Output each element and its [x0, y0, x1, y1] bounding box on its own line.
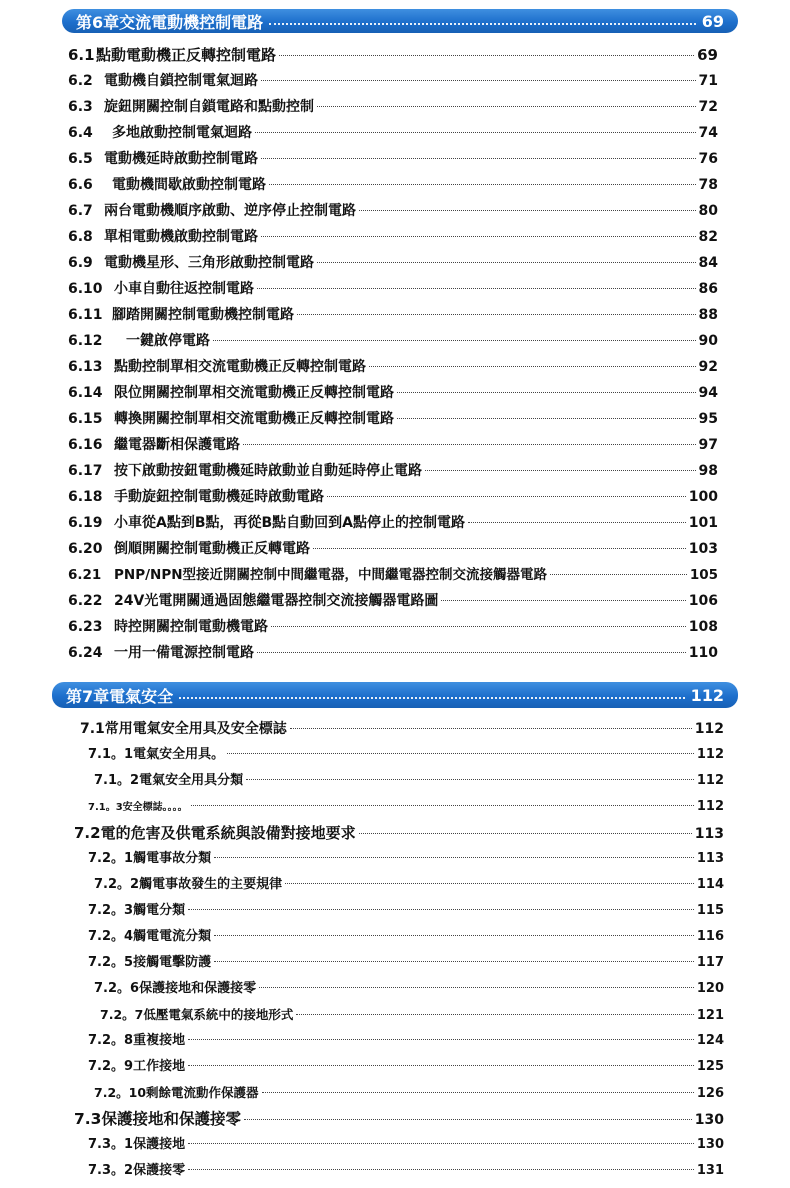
dot-leader	[262, 1092, 694, 1093]
section-title: 小車從A點到B點，再從B點自動回到A點停止的控制電路	[114, 515, 466, 531]
toc-entry[interactable]	[68, 330, 718, 352]
page-number: 100	[688, 489, 718, 505]
dot-leader	[261, 80, 696, 81]
section-number: 6.3	[68, 99, 93, 115]
section-title: 小車自動往返控制電路	[114, 281, 254, 297]
page-number: 78	[698, 177, 718, 193]
dot-leader	[359, 210, 696, 211]
dot-leader	[397, 418, 696, 419]
section-title: 7.3。1保護接地	[88, 1137, 186, 1152]
dot-leader	[317, 262, 696, 263]
toc-entry[interactable]	[74, 1108, 724, 1130]
toc-entry[interactable]	[68, 486, 718, 508]
section-number: 6.23	[68, 619, 103, 635]
toc-entry[interactable]	[88, 744, 724, 766]
page-number: 113	[694, 826, 724, 842]
toc-entry[interactable]	[94, 978, 724, 1000]
toc-entry[interactable]	[88, 952, 724, 974]
page-number: 108	[688, 619, 718, 635]
toc-entry[interactable]	[68, 304, 718, 326]
section-title: 點動電動機正反轉控制電路	[96, 46, 277, 64]
page-number: 112	[696, 799, 724, 814]
page-number: 116	[696, 929, 724, 944]
dot-leader	[246, 779, 694, 780]
section-title: 單相電動機啟動控制電路	[104, 229, 258, 245]
section-title: 時控開關控制電動機電路	[114, 619, 268, 635]
section-title: 7.2。10剩餘電流動作保護器	[94, 1085, 259, 1100]
section-number: 6.1	[68, 46, 95, 64]
dot-leader	[327, 496, 686, 497]
dot-leader	[359, 833, 692, 834]
section-number: 6.8	[68, 229, 93, 245]
page-number: 125	[696, 1059, 724, 1074]
dot-leader	[297, 314, 696, 315]
dot-leader	[397, 392, 696, 393]
toc-entry[interactable]	[68, 226, 718, 248]
chapter-title: 第7章電氣安全	[66, 686, 174, 706]
page-number: 112	[696, 747, 724, 762]
page-number: 80	[698, 203, 718, 219]
dot-leader	[261, 158, 696, 159]
page-number: 101	[688, 515, 718, 531]
section-title: 電動機星形、三角形啟動控制電路	[104, 255, 314, 271]
page-number: 84	[698, 255, 718, 271]
toc-entry[interactable]	[80, 718, 724, 740]
section-title: 7.2。3觸電分類	[88, 903, 186, 918]
page-number: 106	[688, 593, 718, 609]
toc-entry[interactable]	[88, 796, 724, 818]
section-number: 6.18	[68, 489, 103, 505]
dot-leader	[369, 366, 696, 367]
page-number: 97	[698, 437, 718, 453]
section-title: 一鍵啟停電路	[126, 333, 210, 349]
section-title: 手動旋鈕控制電動機延時啟動電路	[114, 489, 324, 505]
dot-leader	[227, 753, 694, 754]
page-number: 131	[696, 1163, 724, 1178]
page-number: 112	[690, 685, 724, 705]
section-number: 6.20	[68, 541, 103, 557]
toc-entry[interactable]	[94, 874, 724, 896]
page-number: 82	[698, 229, 718, 245]
section-number: 6.19	[68, 515, 103, 531]
dot-leader	[191, 805, 694, 806]
toc-entry[interactable]	[68, 460, 718, 482]
page-number: 114	[696, 877, 724, 892]
section-title: 旋鈕開關控制自鎖電路和點動控制	[104, 99, 314, 115]
section-title: 7.2電的危害及供電系統與設備對接地要求	[74, 824, 356, 842]
page-number: 95	[698, 411, 718, 427]
page-number: 72	[698, 99, 718, 115]
toc-entry[interactable]	[68, 408, 718, 430]
toc-entry[interactable]	[68, 174, 718, 196]
page-number: 126	[696, 1086, 724, 1101]
dot-leader	[214, 857, 694, 858]
section-title: 按下啟動按鈕電動機延時啟動並自動延時停止電路	[114, 463, 422, 479]
section-number: 6.9	[68, 255, 93, 271]
page-number: 71	[698, 73, 718, 89]
section-title: 倒順開關控制電動機正反轉電路	[114, 541, 310, 557]
section-title: 7.2。2觸電事故發生的主要規律	[94, 877, 283, 892]
toc-entry[interactable]	[68, 70, 718, 92]
dot-leader	[244, 1119, 692, 1120]
dot-leader	[296, 1014, 694, 1015]
section-title: 7.2。9工作接地	[88, 1059, 186, 1074]
page-number: 74	[698, 125, 718, 141]
toc-entry[interactable]	[74, 822, 724, 844]
section-title: 電動機間歇啟動控制電路	[112, 177, 266, 193]
page-number: 86	[698, 281, 718, 297]
section-title: 7.1。2電氣安全用具分類	[94, 773, 244, 788]
section-title: 7.2。1觸電事故分類	[88, 851, 212, 866]
section-title: 點動控制單相交流電動機正反轉控制電路	[114, 359, 366, 375]
section-number: 6.12	[68, 333, 103, 349]
page-number: 98	[698, 463, 718, 479]
toc-entry[interactable]	[68, 356, 718, 378]
dot-leader	[441, 600, 685, 601]
section-title: 7.3。2保護接零	[88, 1163, 186, 1178]
dot-leader	[317, 106, 696, 107]
section-title: 7.1。1電氣安全用具。	[88, 747, 225, 762]
page-number: 121	[696, 1008, 724, 1023]
toc-entry[interactable]	[68, 590, 718, 612]
section-title: 轉換開關控制單相交流電動機正反轉控制電路	[114, 411, 394, 427]
page-number: 88	[698, 307, 718, 323]
toc-entry[interactable]	[68, 148, 718, 170]
page-number: 117	[696, 955, 724, 970]
dot-leader	[188, 909, 694, 910]
dot-leader	[285, 883, 694, 884]
section-number: 6.10	[68, 281, 103, 297]
section-number: 6.7	[68, 203, 93, 219]
section-title: 7.2。8重複接地	[88, 1033, 186, 1048]
page-number: 115	[696, 903, 724, 918]
toc-entry[interactable]	[88, 1134, 724, 1156]
dot-leader	[261, 236, 696, 237]
section-number: 6.21	[68, 567, 102, 583]
toc-entry[interactable]	[68, 434, 718, 456]
dot-leader	[188, 1039, 694, 1040]
toc-entry[interactable]	[94, 1082, 724, 1104]
page-number: 120	[696, 981, 724, 996]
page-number: 69	[697, 46, 718, 64]
dot-leader	[255, 132, 696, 133]
section-title: 7.2。7低壓電氣系統中的接地形式	[100, 1007, 294, 1022]
chapter-6-banner[interactable]	[62, 9, 738, 33]
page-number: 69	[701, 11, 724, 31]
page-number: 112	[694, 721, 724, 737]
dot-leader	[243, 444, 696, 445]
section-title: 電動機延時啟動控制電路	[104, 151, 258, 167]
toc-entry[interactable]	[68, 278, 718, 300]
toc-entry[interactable]	[68, 616, 718, 638]
section-title: PNP/NPN型接近開關控制中間繼電器，中間繼電器控制交流接觸器電路	[114, 567, 548, 583]
dot-leader	[213, 340, 696, 341]
dot-leader	[468, 522, 686, 523]
section-number: 6.24	[68, 645, 103, 661]
section-title: 一用一備電源控制電路	[114, 645, 254, 661]
dot-leader	[179, 697, 684, 699]
page-number: 110	[688, 645, 718, 661]
section-title: 7.2。5接觸電擊防護	[88, 955, 212, 970]
section-title: 繼電器斷相保護電路	[114, 437, 240, 453]
page-number: 113	[696, 851, 724, 866]
section-number: 6.22	[68, 593, 103, 609]
section-number: 6.2	[68, 73, 93, 89]
section-title: 7.1常用電氣安全用具及安全標誌	[80, 721, 287, 737]
section-number: 6.17	[68, 463, 103, 479]
section-number: 6.15	[68, 411, 103, 427]
toc-entry[interactable]	[68, 96, 718, 118]
section-number: 6.5	[68, 151, 93, 167]
dot-leader	[188, 1143, 694, 1144]
dot-leader	[279, 55, 694, 56]
toc-entry[interactable]	[68, 44, 718, 66]
section-number: 6.16	[68, 437, 103, 453]
dot-leader	[259, 987, 694, 988]
toc-entry[interactable]	[68, 642, 718, 664]
dot-leader	[188, 1169, 694, 1170]
dot-leader	[214, 935, 694, 936]
toc-entry[interactable]	[88, 1160, 724, 1182]
page-number: 130	[696, 1137, 724, 1152]
toc-entry[interactable]	[88, 900, 724, 922]
toc-entry[interactable]	[68, 200, 718, 222]
page-number: 130	[694, 1112, 724, 1128]
section-title: 24V光電開關通過固態繼電器控制交流接觸器電路圖	[114, 593, 439, 609]
chapter-7-banner[interactable]	[52, 682, 738, 708]
toc-entry[interactable]	[88, 1056, 724, 1078]
toc-entry[interactable]	[68, 564, 718, 586]
section-title: 多地啟動控制電氣迴路	[112, 125, 252, 141]
section-title: 腳踏開關控制電動機控制電路	[112, 307, 294, 323]
chapter-title: 第6章交流電動機控制電路	[76, 12, 264, 32]
toc-entry[interactable]	[88, 926, 724, 948]
page-number: 90	[698, 333, 718, 349]
section-title: 7.3保護接地和保護接零	[74, 1110, 241, 1128]
section-title: 電動機自鎖控制電氣迴路	[104, 73, 258, 89]
toc-entry[interactable]	[68, 252, 718, 274]
section-title: 7.2。6保護接地和保護接零	[94, 981, 257, 996]
page-number: 92	[698, 359, 718, 375]
section-title: 限位開關控制單相交流電動機正反轉控制電路	[114, 385, 394, 401]
section-number: 6.14	[68, 385, 103, 401]
section-title: 7.1。3安全標誌。。。。	[88, 802, 188, 813]
section-number: 6.11	[68, 307, 103, 323]
page-number: 124	[696, 1033, 724, 1048]
section-title: 兩台電動機順序啟動、逆序停止控制電路	[104, 203, 356, 219]
section-number: 6.6	[68, 177, 93, 193]
dot-leader	[425, 470, 696, 471]
page-number: 105	[689, 567, 718, 583]
dot-leader	[257, 288, 696, 289]
page-number: 76	[698, 151, 718, 167]
dot-leader	[257, 652, 686, 653]
section-title: 7.2。4觸電電流分類	[88, 929, 212, 944]
dot-leader	[313, 548, 686, 549]
dot-leader	[290, 728, 692, 729]
toc-entry[interactable]	[88, 848, 724, 870]
section-number: 6.4	[68, 125, 93, 141]
dot-leader	[269, 23, 696, 25]
dot-leader	[188, 1065, 694, 1066]
dot-leader	[214, 961, 694, 962]
dot-leader	[271, 626, 686, 627]
toc-entry[interactable]	[68, 538, 718, 560]
toc-entry[interactable]	[68, 122, 718, 144]
toc-entry[interactable]	[100, 1004, 724, 1026]
toc-entry[interactable]	[88, 1030, 724, 1052]
toc-entry[interactable]	[68, 382, 718, 404]
dot-leader	[550, 574, 687, 575]
page-number: 112	[696, 773, 724, 788]
toc-entry[interactable]	[94, 770, 724, 792]
page-number: 103	[688, 541, 718, 557]
toc-entry[interactable]	[68, 512, 718, 534]
section-number: 6.13	[68, 359, 103, 375]
dot-leader	[269, 184, 696, 185]
page-number: 94	[698, 385, 718, 401]
